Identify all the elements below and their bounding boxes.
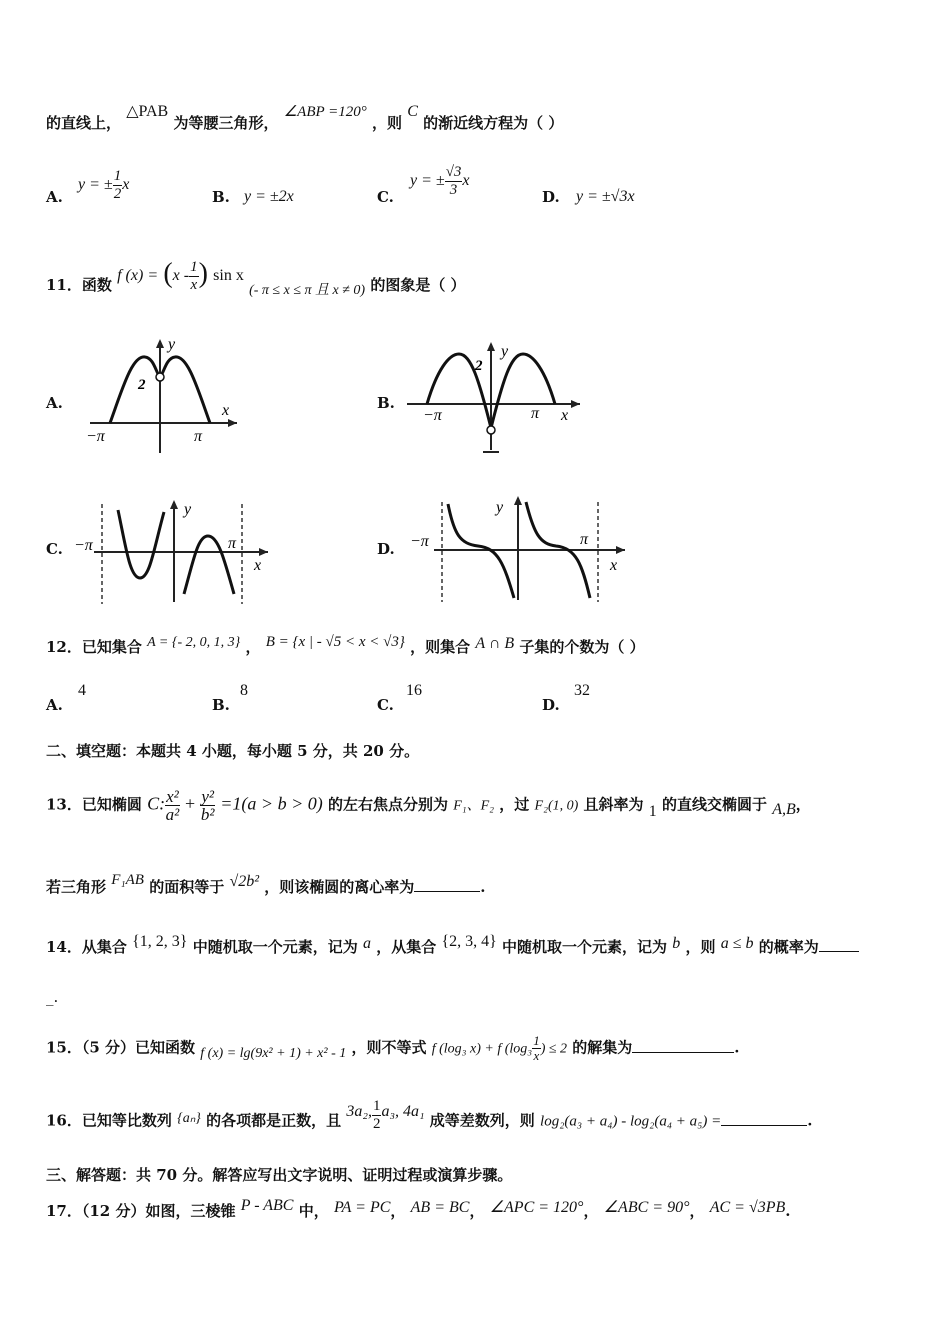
hole-marker <box>156 373 164 381</box>
hole-marker <box>487 426 495 434</box>
curve-c: C <box>407 103 418 120</box>
value-2: 2 <box>475 358 483 374</box>
q13-line1: 13．已知椭圆 C: $\frac{\text{x²}}{\text{a²}}$ + $\frac{\text{y²}}{\text{b²}}$ =1(a > b > 0) 的左右焦点分别为 F₁、F₂ ，过 F₂(1, 0) 且斜率为 1 的直线交椭圆于 A,B， <box>46 787 811 824</box>
value-2: 2 <box>138 377 146 393</box>
q10-option-d-label: D. <box>542 188 560 206</box>
graph-c[interactable] <box>74 498 274 606</box>
curve-right <box>184 536 234 594</box>
neg-pi: −π <box>423 407 442 424</box>
x-label: x <box>254 557 262 574</box>
neg-pi: −π <box>74 537 93 554</box>
q11-option-d-label: D. <box>377 540 395 558</box>
q13-line2: 若三角形 F₁AB 的面积等于 √2b² ，则该椭圆的离心率为 . <box>46 872 486 896</box>
section-2-heading: 二、填空题：本题共 4 小题，每小题 5 分，共 20 分。 <box>46 742 420 760</box>
q12-option-d-label: D. <box>542 696 560 714</box>
neg-pi: −π <box>410 533 429 550</box>
q12-option-b: 8 <box>240 682 248 699</box>
y-label: y <box>496 499 504 516</box>
neg-pi: −π <box>86 428 105 445</box>
q12-option-c-label: C. <box>377 696 394 714</box>
pos-pi: π <box>228 535 237 552</box>
q10-option-a-label: A. <box>46 188 63 206</box>
q12-stem: 12．已知集合 A = {- 2, 0, 1, 3} ， B = {x | - √5 < x < √3} ，则集合 A ∩ B 子集的个数为（ ） <box>46 634 645 656</box>
pos-pi: π <box>194 428 203 445</box>
pos-pi: π <box>531 405 540 422</box>
q16-stem: 16．已知等比数列 {aₙ} 的各项都是正数，且 3a₂, $\frac{1}{2}$ a₃, 4a₁ 成等差数列，则 log₂(a₃ + a₄) - log₂(a₄ + a₅) = . <box>46 1098 813 1132</box>
curve-left <box>118 510 164 578</box>
answer-blank-16[interactable] <box>721 1111 807 1126</box>
graph-a[interactable] <box>82 335 242 457</box>
answer-blank-15[interactable] <box>632 1038 734 1053</box>
q10-option-c-label: C. <box>377 188 394 206</box>
q15-stem: 15．（5 分）已知函数 f (x) = lg(9x² + 1) + x² - 1 ，则不等式 f (log₃ x) + f (log₃ $\frac{1}{x}$ ) ≤ 2 的解集为 . <box>46 1033 740 1063</box>
graph-b[interactable] <box>405 340 585 462</box>
q10-option-b: y = ±2x <box>244 188 294 205</box>
q10-option-a: y = ± $\frac{1}{2}$ x <box>78 168 130 202</box>
triangle-pab: △PAB <box>126 103 169 120</box>
graph-d[interactable] <box>410 494 630 606</box>
answer-blank-14[interactable] <box>819 937 859 952</box>
q10-line: 的直线上， △PAB 为等腰三角形， ∠ABP =120° ，则 C 的渐近线方程为（ ） <box>46 103 564 132</box>
pos-pi: π <box>580 531 589 548</box>
q11-option-a-label: A. <box>46 394 63 412</box>
x-label: x <box>561 407 569 424</box>
q10-option-b-label: B. <box>212 188 230 206</box>
q17-stem: 17．（12 分）如图，三棱锥 P - ABC 中， PA = PC， AB = BC， ∠APC = 120°， ∠ABC = 90°， AC = √3PB. <box>46 1197 791 1220</box>
y-label: y <box>184 501 192 518</box>
q14-line2: _. <box>46 988 59 1006</box>
q10-option-c: y = ± $\frac{√3}{3}$ x <box>410 164 470 198</box>
q12-option-c: 16 <box>406 682 422 699</box>
q10-option-d: y = ±√3x <box>576 188 635 205</box>
section-3-heading: 三、解答题：共 70 分。解答应写出文字说明、证明过程或演算步骤。 <box>46 1166 513 1184</box>
answer-blank-13[interactable] <box>414 877 480 892</box>
q14-line1: 14．从集合 {1, 2, 3} 中随机取一个元素，记为 a ，从集合 {2, 3, 4} 中随机取一个元素，记为 b ，则 a ≤ b 的概率为 <box>46 936 859 957</box>
x-label: x <box>222 402 230 419</box>
q12-option-a: 4 <box>78 682 86 699</box>
q12-option-a-label: A. <box>46 696 63 714</box>
y-label: y <box>501 343 509 360</box>
q12-option-b-label: B. <box>212 696 230 714</box>
y-label: y <box>168 336 176 353</box>
q11-stem: 11．函数 f (x) = (x - $\frac{1}{x}$ ) sin x (- π ≤ x ≤ π 且 x ≠ 0) 的图象是（ ） <box>46 258 466 298</box>
q11-option-b-label: B. <box>377 394 395 412</box>
q11-option-c-label: C. <box>46 540 63 558</box>
x-label: x <box>610 557 618 574</box>
angle-abp: ∠ABP =120° <box>283 104 367 120</box>
q12-option-d: 32 <box>574 682 590 699</box>
